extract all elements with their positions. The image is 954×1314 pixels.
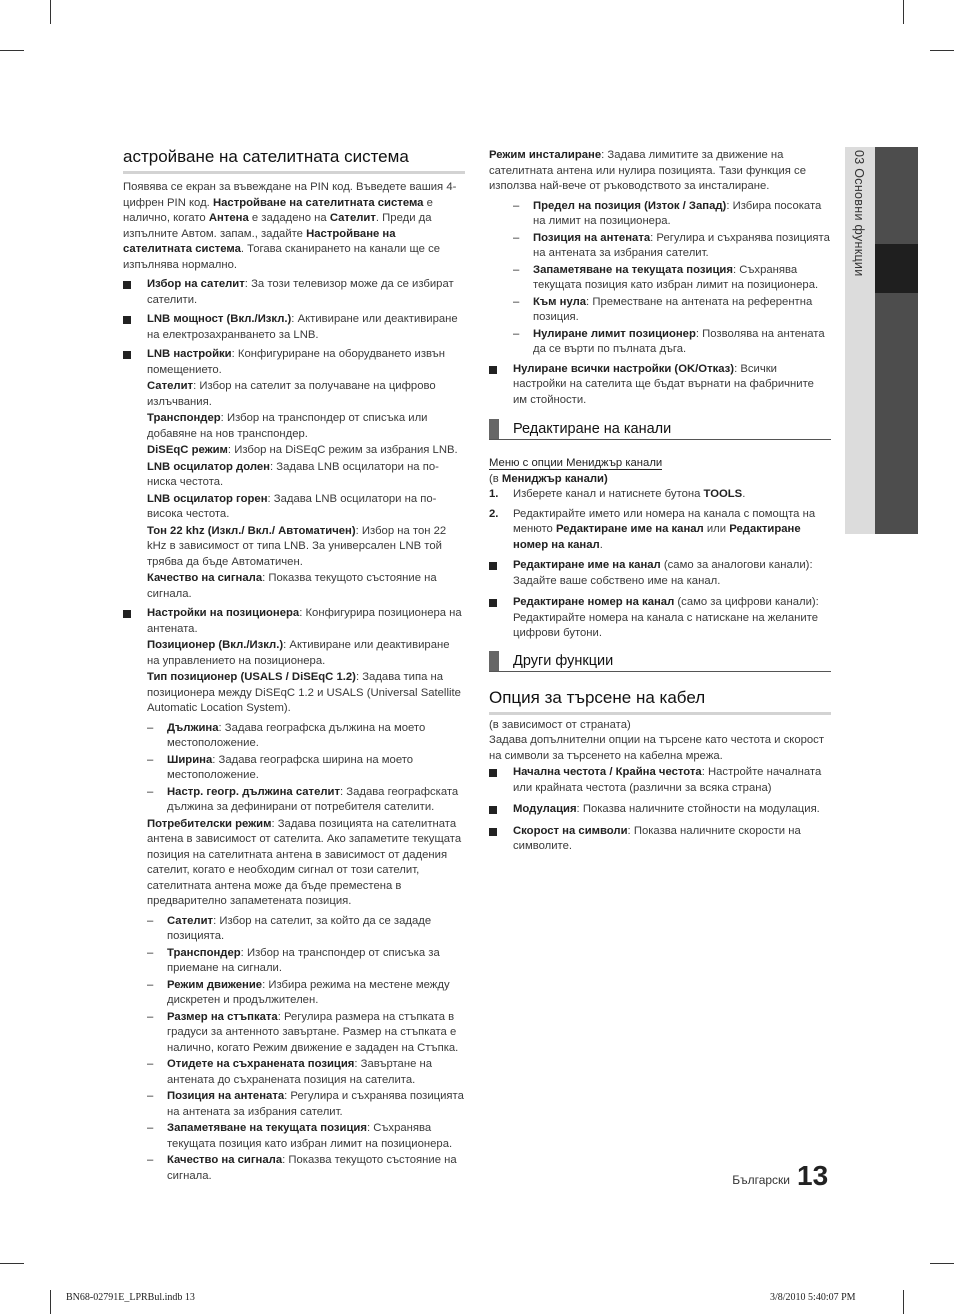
- dash-item: [123, 978, 465, 1009]
- bullet-item: [489, 765, 831, 796]
- left-item-list: [123, 277, 465, 1184]
- sub-item: [123, 443, 465, 459]
- print-slug-date: 3/8/2010 5:40:07 PM: [770, 1292, 856, 1303]
- bold-term: Редактиране име на канал: [513, 559, 661, 571]
- dash-item: [489, 231, 831, 262]
- bold-term: Качество на сигнала: [147, 572, 263, 584]
- crop-mark: [930, 50, 954, 51]
- text-run: : Преместване на антената на референтна позиция.: [533, 295, 813, 323]
- bold-term: Редактиране номер на канал: [513, 596, 675, 608]
- bold-term: Сателит: [147, 380, 194, 392]
- text-run: е зададено на: [248, 212, 330, 224]
- sub-item: [123, 817, 465, 910]
- text-run: : Избира посоката на лимит на позиционера.: [533, 199, 822, 227]
- section-title: астройване на сателитната система: [123, 147, 465, 174]
- text-run: : Задава географска ширина на моето местоположение.: [167, 753, 414, 781]
- bullet-item: [489, 362, 831, 409]
- text-run: : Избор на сателит, за който да се зададе позицията.: [167, 914, 432, 942]
- text-run: . Тогава сканирането на канали ще се изпълнява нормално.: [123, 243, 441, 271]
- text-run: : Конфигурира позиционера на антената.: [147, 607, 462, 635]
- dash-item: [123, 1057, 465, 1088]
- text-run: . Преди да изпълните Автом. запам., задайте: [123, 212, 432, 240]
- dash-item: [123, 914, 465, 945]
- dash-item: [489, 263, 831, 294]
- text-run: : Показва наличните скорости на символите.: [513, 824, 801, 852]
- bold-term: Скорост на символи: [513, 824, 628, 837]
- text-run: .: [742, 488, 746, 500]
- text-run: : Задава типа на позиционера между DiSEqC 1.2 и USALS (Universal Satellite Automatic Location System).: [147, 671, 461, 714]
- text-run: : Показва текущото състояние на сигнала.: [167, 1154, 457, 1182]
- heading-text: Други функции: [513, 652, 614, 669]
- text-run: : Активиране или деактивиране на управлението на позиционера.: [147, 639, 450, 667]
- text-run: : Конфигуриране на оборудването извън помещението.: [147, 348, 445, 376]
- dash-item: [489, 327, 831, 358]
- bullet-item: [123, 347, 465, 378]
- left-column: [123, 147, 465, 1184]
- step-number: 2.: [489, 507, 499, 520]
- text-run: : Показва наличните стойности на модулация.: [576, 803, 820, 815]
- text-run: : Избор на тон 22 kHz в зависимост от типа LNB. За универсален LNB той трябва да бъде Автоматичен.: [147, 524, 447, 568]
- text-run: Редактирайте името или номера на канала с помощта на менюто: [513, 507, 816, 535]
- dash-item: [489, 199, 831, 230]
- text-run: (само за аналогови канали): Задайте ваше собствено име на канал.: [513, 559, 813, 587]
- step-item: [489, 507, 831, 554]
- bold-term: Редактиране име на канал: [555, 523, 704, 535]
- section-heading-channels: [489, 419, 831, 440]
- chapter-tab-dark: [875, 293, 918, 534]
- menu-paren-bold: Мениджър канали): [501, 472, 608, 485]
- sub-item: [123, 411, 465, 442]
- bold-term: Размер на стъпката: [167, 1010, 278, 1023]
- sub-item: [123, 670, 465, 717]
- bold-term: Предел на позиция (Изток / Запад): [533, 199, 727, 212]
- bullet-item: [489, 824, 831, 855]
- bold-term: Редактиране номер на канал: [513, 523, 801, 551]
- sub-item: [123, 638, 465, 669]
- dash-item: [123, 785, 465, 816]
- cable-title: Опция за търсене на кабел: [489, 688, 831, 715]
- bullet-item: [123, 312, 465, 343]
- text-run: : Избор на транспондер от списъка или добавяне на нов транспондер.: [147, 412, 428, 440]
- text-run: : Избор на DiSEqC режим за избрания LNB.: [227, 444, 458, 456]
- intro-paragraph: [123, 180, 465, 273]
- dash-item: [123, 721, 465, 752]
- dash-item: [123, 753, 465, 784]
- text-run: Появява се екран за въвеждане на PIN код. Въведете вашия 4-цифрен PIN код.: [123, 181, 457, 209]
- cable-desc: Задава допълнителни опции на търсене като честота и скорост на символи за търсенето на кабелна мрежа.: [489, 734, 825, 762]
- footer-language: Български: [732, 1173, 790, 1187]
- crop-mark: [50, 1290, 51, 1314]
- text-run: : Завъртане на антената до съхранената позиция на сателита.: [167, 1058, 433, 1086]
- bold-term: Начална честота / Крайна честота: [513, 766, 702, 778]
- chapter-tab-dark: [875, 147, 918, 244]
- text-run: .: [599, 538, 603, 551]
- dash-item: [123, 946, 465, 977]
- bullet-item: [123, 277, 465, 308]
- dash-item: [123, 1153, 465, 1184]
- crop-mark: [930, 1263, 954, 1264]
- bold-term: Към нула: [533, 295, 587, 308]
- bold-term: Режим инсталиране: [489, 149, 602, 161]
- text-run: : Показва текущото състояние на сигнала.: [147, 572, 437, 600]
- bold-term: Позиционер (Вкл./Изкл.): [147, 639, 284, 651]
- bold-term: Настройване на сателитната система: [212, 196, 424, 209]
- text-run: : Избор на сателит за получаване на цифрово излъчвания.: [147, 380, 436, 408]
- step-item: [489, 487, 831, 503]
- bold-term: Позиция на антената: [533, 231, 651, 244]
- sub-item: [123, 492, 465, 523]
- text-run: : Всички настройки на сателита ще бъдат върнати на фабричните им стойности.: [513, 362, 814, 406]
- text-run: : Избор на транспондер от списъка за приемане на сигнали.: [167, 946, 440, 974]
- bold-term: Сателит: [167, 914, 214, 927]
- dash-item: [123, 1121, 465, 1152]
- crop-mark: [0, 50, 24, 51]
- bold-term: Тип позиционер (USALS / DiSEqC 1.2): [147, 671, 356, 683]
- section-heading-other: [489, 651, 831, 672]
- bullet-item: [489, 595, 831, 642]
- bold-term: TOOLS: [703, 488, 743, 500]
- dash-item: [489, 295, 831, 326]
- menu-paren-prefix: (в: [489, 472, 502, 485]
- sub-item: [123, 524, 465, 571]
- bold-term: LNB мощност (Вкл./Изкл.): [147, 313, 292, 325]
- bold-term: Потребителски режим: [147, 817, 272, 830]
- crop-mark: [50, 0, 51, 24]
- bold-term: Позиция на антената: [167, 1090, 285, 1102]
- crop-mark: [903, 1290, 904, 1314]
- sub-item: [123, 379, 465, 410]
- bold-term: Качество на сигнала: [167, 1154, 283, 1166]
- text-run: : За този телевизор може да се избират сателити.: [147, 278, 454, 306]
- bold-term: Настройване на сателитната система: [123, 227, 396, 255]
- bold-term: Нулиране всички настройки (OK/Отказ): [513, 362, 735, 375]
- bold-term: LNB осцилатор горен: [147, 492, 268, 505]
- text-run: : Съхранява текущата позиция като избран лимит на позиционера.: [533, 263, 819, 291]
- text-run: : Регулира и съхранява позицията на антената за избрания сателит.: [167, 1090, 464, 1118]
- text-run: : Задава географската дължина за дефинирани от потребителя сателити.: [167, 785, 459, 813]
- bold-term: Ширина: [167, 753, 213, 766]
- chapter-tab-marker: [875, 244, 918, 293]
- heading-bar: [489, 651, 499, 671]
- text-run: : Позволява на антената да се върти по пълната дъга.: [533, 327, 825, 355]
- bold-term: Модулация: [513, 803, 577, 815]
- cable-option-list: [489, 765, 831, 855]
- bold-term: Нулиране лимит позиционер: [533, 327, 696, 340]
- sub-item: [489, 148, 831, 195]
- cable-note: (в зависимост от страната): [489, 718, 631, 731]
- bold-term: DiSEqC режим: [147, 444, 228, 456]
- crop-mark: [0, 1263, 24, 1264]
- bullet-item: [123, 606, 465, 637]
- steps-list: [489, 487, 831, 553]
- text-run: : Задава LNB осцилатори на по-ниска честота.: [147, 460, 439, 488]
- text-run: : Активиране или деактивиране на електрозахранването за LNB.: [147, 313, 458, 341]
- right-column: [489, 147, 831, 855]
- heading-text: Редактиране на канали: [513, 421, 672, 437]
- bold-term: Антена: [208, 212, 249, 224]
- channel-edit-list: [489, 558, 831, 642]
- print-slug-file: BN68-02791E_LPRBul.indb 13: [66, 1292, 195, 1303]
- bold-term: LNB настройки: [147, 348, 232, 360]
- heading-bar: [489, 419, 499, 439]
- bullet-item: [489, 802, 831, 818]
- bold-term: Запаметяване на текущата позиция: [167, 1122, 367, 1134]
- text-run: : Задава географска дължина на моето местоположение.: [167, 721, 426, 749]
- bullet-item: [489, 558, 831, 589]
- text-run: : Регулира размера на стъпката в градуси за антенното завъртане. Размер на стъпката е налично, когато Режим движение е зададен на Стъпка.: [167, 1010, 459, 1054]
- text-run: : Избира режима на местене между дискретен и продължителен.: [167, 978, 450, 1006]
- sub-item: [123, 571, 465, 602]
- menu-label: Меню с опции Мениджър канали: [489, 457, 663, 469]
- dash-item: [123, 1089, 465, 1120]
- text-run: (само за цифрови канали): Редактирайте номера на канала с натискане на желаните цифрови бутони.: [513, 596, 819, 639]
- menu-label-line: [489, 456, 831, 472]
- bold-term: Дължина: [167, 721, 219, 734]
- text-run: : Задава лимитите за движение на сателитната антена или нулира позицията. Тази функция се използва най-вече от ръководството за инсталиране.: [489, 149, 806, 192]
- bold-term: LNB осцилатор долен: [147, 460, 270, 473]
- menu-paren: [489, 472, 831, 488]
- text-run: : Съхранява текущата позиция като избран лимит на позиционера.: [167, 1122, 453, 1150]
- text-run: : Регулира и съхранява позицията на антената за избрания сателит.: [533, 231, 830, 259]
- bold-term: Сателит: [329, 212, 376, 224]
- bold-term: Режим движение: [167, 978, 263, 991]
- text-run: : Настройте началната или крайната честота (различни за всяка страна): [513, 766, 822, 794]
- bold-term: Тон 22 khz (Изкл./ Вкл./ Автоматичен): [147, 524, 356, 537]
- bold-term: Транспондер: [147, 412, 221, 424]
- text-run: е налично, когато: [123, 196, 433, 224]
- sub-item: [123, 460, 465, 491]
- bold-term: Отидете на съхранената позиция: [167, 1058, 355, 1070]
- chapter-label: 03 Основни функции: [852, 150, 866, 277]
- page-number: 13: [797, 1160, 829, 1191]
- bold-term: Настр. геогр. дължина сателит: [167, 785, 341, 798]
- dash-item: [123, 1010, 465, 1057]
- text-run: : Задава позицията на сателитната антена в зависимост от сателита. Ако запаметите текущата позиция на сателитната антена в зависимост от дадения сателит, когато е необходим сигнал от този сателит, сателитната антена може да бъде преместена в предварително запаметената позиция.: [147, 817, 462, 907]
- crop-mark: [903, 0, 904, 24]
- text-run: или: [703, 523, 730, 535]
- text-run: Изберете канал и натиснете бутона: [513, 488, 704, 500]
- installation-mode-list: [489, 148, 831, 408]
- text-run: : Задава LNB осцилатори на по-висока честота.: [147, 492, 437, 520]
- bold-term: Избор на сателит: [147, 278, 245, 290]
- bold-term: Настройки на позиционера: [147, 607, 300, 619]
- step-number: 1.: [489, 488, 499, 500]
- bold-term: Запаметяване на текущата позиция: [533, 263, 733, 276]
- bold-term: Транспондер: [167, 946, 241, 959]
